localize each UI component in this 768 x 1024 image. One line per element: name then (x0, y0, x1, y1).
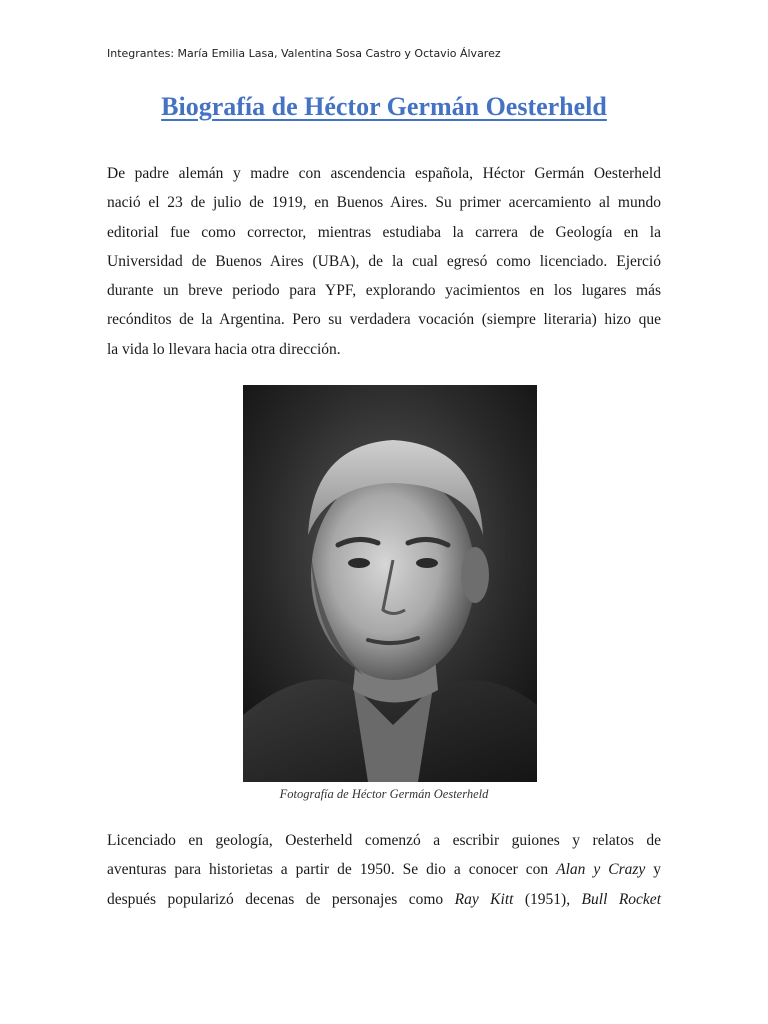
paragraph-line: De padre alemán y madre con ascendencia española, Héctor Germán Oesterheld (107, 165, 661, 182)
paragraph-line: editorial fue como corrector, mientras estudiaba la carrera de Geología en la (107, 223, 661, 241)
paragraph-line: la vida lo llevara hacia otra dirección. (107, 340, 341, 358)
paragraph-line: Universidad de Buenos Aires (UBA), de la cual egresó como licenciado. Ejerció (107, 252, 661, 270)
work-title: Bull Rocket (581, 890, 661, 908)
text-run: y (645, 861, 662, 879)
paragraph-line: nació el 23 de julio de 1919, en Buenos Aires. Su primer acercamiento al mundo (107, 194, 661, 212)
paragraph-line (107, 855, 661, 884)
paragraph-line: durante un breve periodo para YPF, explorando yacimientos en los lugares más (107, 282, 661, 300)
portrait-photo (243, 385, 537, 782)
paragraph-intro (107, 159, 661, 364)
authors-header: Integrantes: María Emilia Lasa, Valentina Sosa Castro y Octavio Álvarez (107, 47, 501, 60)
work-title: Alan y Crazy (556, 861, 646, 879)
text-run: aventuras para historietas a partir de 1950. Se dio a conocer con (107, 861, 557, 879)
paragraph-line (107, 885, 661, 914)
work-title: Ray Kitt (454, 890, 514, 908)
paragraph-line: Licenciado en geología, Oesterheld comenzó a escribir guiones y relatos de (107, 832, 661, 849)
photo-caption: Fotografía de Héctor Germán Oesterheld (279, 787, 489, 801)
text-run: después popularizó decenas de personajes como (107, 890, 455, 908)
text-run: (1951), (513, 890, 582, 908)
paragraph-career (107, 826, 661, 914)
document-title: Biografía de Héctor Germán Oesterheld (161, 92, 607, 121)
paragraph-line: recónditos de la Argentina. Pero su verdadera vocación (siempre literaria) hizo que (107, 311, 661, 329)
